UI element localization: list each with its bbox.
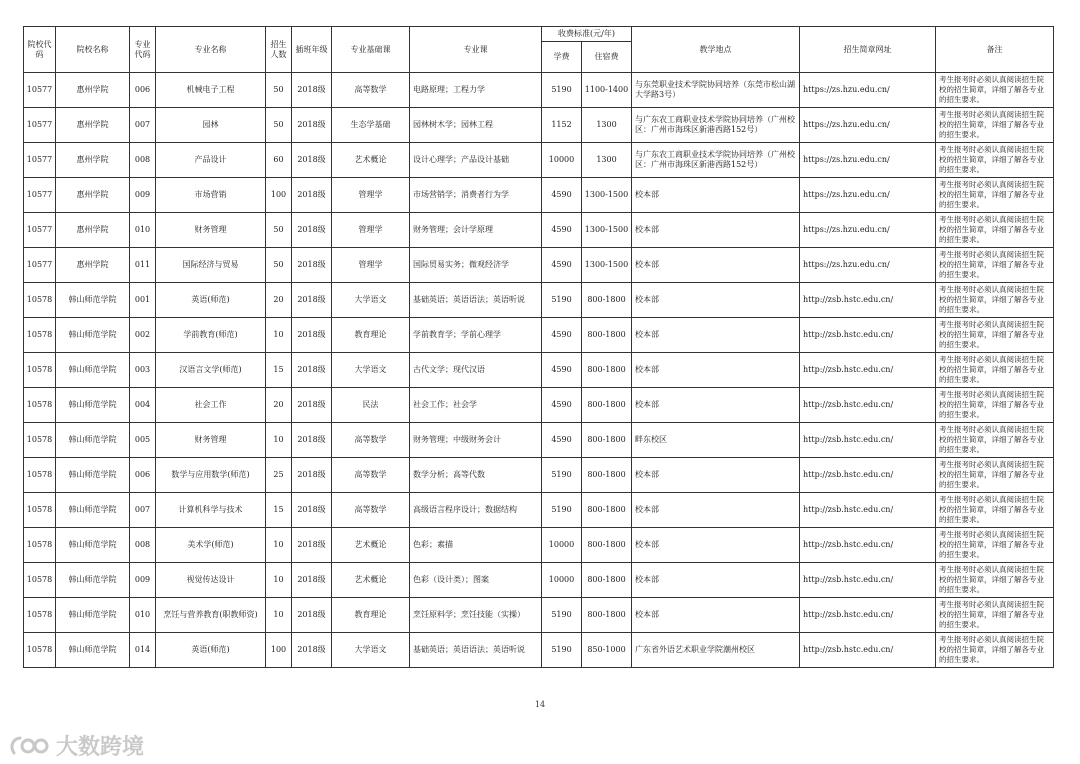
quota-cell: 10 — [266, 318, 292, 353]
location-cell: 校本部 — [632, 563, 800, 598]
remark-cell: 考生报考时必须认真阅读招生院校的招生简章，详细了解各专业的招生要求。 — [936, 353, 1054, 388]
table-row — [24, 108, 1054, 143]
major-name-cell: 计算机科学与技术 — [156, 493, 266, 528]
major-code-cell: 008 — [130, 528, 156, 563]
table-row — [24, 563, 1054, 598]
quota-cell: 100 — [266, 178, 292, 213]
table-row — [24, 423, 1054, 458]
dorm-fee-cell: 800-1800 — [582, 563, 632, 598]
table-row — [24, 353, 1054, 388]
major-code-cell: 007 — [130, 493, 156, 528]
grade-cell: 2018级 — [292, 493, 332, 528]
tuition-cell: 5190 — [542, 493, 582, 528]
school-code-cell: 10578 — [24, 633, 56, 668]
remark-cell: 考生报考时必须认真阅读招生院校的招生简章，详细了解各专业的招生要求。 — [936, 143, 1054, 178]
table-row — [24, 178, 1054, 213]
location-cell: 与广东农工商职业技术学院协同培养（广州校区：广州市海珠区新港西路152号） — [632, 108, 800, 143]
dorm-fee-cell: 800-1800 — [582, 283, 632, 318]
admission-url-cell: http://zsb.hstc.edu.cn/ — [800, 528, 936, 563]
quota-cell: 10 — [266, 563, 292, 598]
watermark — [8, 730, 144, 761]
admission-url-cell: http://zsb.hstc.edu.cn/ — [800, 563, 936, 598]
quota-cell: 15 — [266, 493, 292, 528]
admission-url-cell: http://zsb.hstc.edu.cn/ — [800, 598, 936, 633]
tuition-cell: 5190 — [542, 73, 582, 108]
remark-cell: 考生报考时必须认真阅读招生院校的招生简章，详细了解各专业的招生要求。 — [936, 528, 1054, 563]
table-row — [24, 528, 1054, 563]
school-name-cell: 惠州学院 — [56, 213, 130, 248]
admission-url-cell: https://zs.hzu.edu.cn/ — [800, 143, 936, 178]
base-course-cell: 艺术概论 — [332, 563, 410, 598]
tuition-cell: 5190 — [542, 633, 582, 668]
admission-url-cell: http://zsb.hstc.edu.cn/ — [800, 318, 936, 353]
admission-url-cell: http://zsb.hstc.edu.cn/ — [800, 493, 936, 528]
location-cell: 校本部 — [632, 213, 800, 248]
grade-cell: 2018级 — [292, 178, 332, 213]
grade-cell: 2018级 — [292, 143, 332, 178]
header-tuition: 学费 — [542, 42, 582, 73]
major-code-cell: 014 — [130, 633, 156, 668]
header-major-course: 专业课 — [410, 27, 542, 73]
remark-cell: 考生报考时必须认真阅读招生院校的招生简章，详细了解各专业的招生要求。 — [936, 318, 1054, 353]
remark-cell: 考生报考时必须认真阅读招生院校的招生简章，详细了解各专业的招生要求。 — [936, 283, 1054, 318]
school-code-cell: 10577 — [24, 248, 56, 283]
tuition-cell: 4590 — [542, 353, 582, 388]
major-code-cell: 008 — [130, 143, 156, 178]
school-code-cell: 10578 — [24, 598, 56, 633]
quota-cell: 10 — [266, 528, 292, 563]
header-code: 院校代码 — [24, 27, 56, 73]
table-row — [24, 318, 1054, 353]
location-cell: 校本部 — [632, 528, 800, 563]
table-row — [24, 248, 1054, 283]
major-course-cell: 古代文学；现代汉语 — [410, 353, 542, 388]
dorm-fee-cell: 800-1800 — [582, 528, 632, 563]
base-course-cell: 艺术概论 — [332, 528, 410, 563]
major-code-cell: 010 — [130, 598, 156, 633]
school-code-cell: 10578 — [24, 283, 56, 318]
header-remark: 备注 — [936, 27, 1054, 73]
admission-url-cell: https://zs.hzu.edu.cn/ — [800, 178, 936, 213]
page-number: 14 — [534, 700, 546, 709]
major-name-cell: 社会工作 — [156, 388, 266, 423]
grade-cell: 2018级 — [292, 213, 332, 248]
tuition-cell: 5190 — [542, 458, 582, 493]
tuition-cell: 4590 — [542, 388, 582, 423]
base-course-cell: 管理学 — [332, 213, 410, 248]
major-name-cell: 美术学(师范) — [156, 528, 266, 563]
major-name-cell: 汉语言文学(师范) — [156, 353, 266, 388]
grade-cell: 2018级 — [292, 423, 332, 458]
major-name-cell: 园林 — [156, 108, 266, 143]
tuition-cell: 1152 — [542, 108, 582, 143]
base-course-cell: 民法 — [332, 388, 410, 423]
dorm-fee-cell: 1100-1400 — [582, 73, 632, 108]
remark-cell: 考生报考时必须认真阅读招生院校的招生简章，详细了解各专业的招生要求。 — [936, 458, 1054, 493]
tuition-cell: 4590 — [542, 213, 582, 248]
grade-cell: 2018级 — [292, 598, 332, 633]
quota-cell: 10 — [266, 598, 292, 633]
major-code-cell: 009 — [130, 178, 156, 213]
grade-cell: 2018级 — [292, 108, 332, 143]
major-code-cell: 010 — [130, 213, 156, 248]
major-course-cell: 色彩（设计类）；图案 — [410, 563, 542, 598]
school-code-cell: 10578 — [24, 353, 56, 388]
dorm-fee-cell: 800-1800 — [582, 423, 632, 458]
base-course-cell: 高等数学 — [332, 73, 410, 108]
base-course-cell: 教育理论 — [332, 318, 410, 353]
header-name: 院校名称 — [56, 27, 130, 73]
grade-cell: 2018级 — [292, 73, 332, 108]
major-name-cell: 学前教育(师范) — [156, 318, 266, 353]
remark-cell: 考生报考时必须认真阅读招生院校的招生简章，详细了解各专业的招生要求。 — [936, 633, 1054, 668]
major-name-cell: 市场营销 — [156, 178, 266, 213]
quota-cell: 20 — [266, 283, 292, 318]
major-name-cell: 视觉传达设计 — [156, 563, 266, 598]
location-cell: 校本部 — [632, 598, 800, 633]
location-cell: 校本部 — [632, 178, 800, 213]
school-code-cell: 10578 — [24, 528, 56, 563]
tuition-cell: 4590 — [542, 178, 582, 213]
tuition-cell: 4590 — [542, 248, 582, 283]
remark-cell: 考生报考时必须认真阅读招生院校的招生简章，详细了解各专业的招生要求。 — [936, 248, 1054, 283]
school-name-cell: 惠州学院 — [56, 178, 130, 213]
school-code-cell: 10578 — [24, 318, 56, 353]
major-course-cell: 烹饪原料学；烹饪技能（实操） — [410, 598, 542, 633]
school-name-cell: 韩山师范学院 — [56, 493, 130, 528]
watermark-text: 大数跨境 — [56, 735, 145, 760]
header-quota: 招生人数 — [266, 27, 292, 73]
major-name-cell: 机械电子工程 — [156, 73, 266, 108]
location-cell: 与东莞职业技术学院协同培养（东莞市松山湖大学路3号） — [632, 73, 800, 108]
school-code-cell: 10578 — [24, 563, 56, 598]
school-code-cell: 10577 — [24, 213, 56, 248]
table-row — [24, 283, 1054, 318]
major-code-cell: 006 — [130, 73, 156, 108]
major-course-cell: 市场营销学；消费者行为学 — [410, 178, 542, 213]
header-base-course: 专业基础课 — [332, 27, 410, 73]
base-course-cell: 生态学基础 — [332, 108, 410, 143]
major-course-cell: 基础英语；英语语法；英语听说 — [410, 283, 542, 318]
major-name-cell: 产品设计 — [156, 143, 266, 178]
quota-cell: 50 — [266, 213, 292, 248]
major-course-cell: 基础英语；英语语法；英语听说 — [410, 633, 542, 668]
grade-cell: 2018级 — [292, 458, 332, 493]
remark-cell: 考生报考时必须认真阅读招生院校的招生简章，详细了解各专业的招生要求。 — [936, 108, 1054, 143]
table-row — [24, 598, 1054, 633]
admission-url-cell: http://zsb.hstc.edu.cn/ — [800, 633, 936, 668]
quota-cell: 50 — [266, 73, 292, 108]
location-cell: 校本部 — [632, 353, 800, 388]
school-code-cell: 10578 — [24, 493, 56, 528]
dorm-fee-cell: 1300 — [582, 143, 632, 178]
grade-cell: 2018级 — [292, 563, 332, 598]
table-row — [24, 633, 1054, 668]
school-code-cell: 10578 — [24, 388, 56, 423]
school-name-cell: 韩山师范学院 — [56, 528, 130, 563]
dorm-fee-cell: 1300-1500 — [582, 248, 632, 283]
dorm-fee-cell: 800-1800 — [582, 458, 632, 493]
base-course-cell: 教育理论 — [332, 598, 410, 633]
remark-cell: 考生报考时必须认真阅读招生院校的招生简章，详细了解各专业的招生要求。 — [936, 563, 1054, 598]
major-course-cell: 设计心理学；产品设计基础 — [410, 143, 542, 178]
major-code-cell: 001 — [130, 283, 156, 318]
school-code-cell: 10577 — [24, 108, 56, 143]
admission-url-cell: http://zsb.hstc.edu.cn/ — [800, 353, 936, 388]
location-cell: 校本部 — [632, 493, 800, 528]
remark-cell: 考生报考时必须认真阅读招生院校的招生简章，详细了解各专业的招生要求。 — [936, 213, 1054, 248]
header-url: 招生简章网址 — [800, 27, 936, 73]
school-name-cell: 韩山师范学院 — [56, 563, 130, 598]
location-cell: 校本部 — [632, 388, 800, 423]
grade-cell: 2018级 — [292, 528, 332, 563]
school-name-cell: 韩山师范学院 — [56, 318, 130, 353]
major-course-cell: 数学分析；高等代数 — [410, 458, 542, 493]
tuition-cell: 10000 — [542, 528, 582, 563]
location-cell: 畔东校区 — [632, 423, 800, 458]
school-name-cell: 惠州学院 — [56, 73, 130, 108]
dorm-fee-cell: 1300-1500 — [582, 213, 632, 248]
admission-url-cell: https://zs.hzu.edu.cn/ — [800, 73, 936, 108]
remark-cell: 考生报考时必须认真阅读招生院校的招生简章，详细了解各专业的招生要求。 — [936, 493, 1054, 528]
remark-cell: 考生报考时必须认真阅读招生院校的招生简章，详细了解各专业的招生要求。 — [936, 178, 1054, 213]
major-course-cell: 电路原理；工程力学 — [410, 73, 542, 108]
header-grade: 插班年级 — [292, 27, 332, 73]
school-name-cell: 惠州学院 — [56, 143, 130, 178]
major-name-cell: 国际经济与贸易 — [156, 248, 266, 283]
school-name-cell: 韩山师范学院 — [56, 388, 130, 423]
location-cell: 广东省外语艺术职业学院潮州校区 — [632, 633, 800, 668]
remark-cell: 考生报考时必须认真阅读招生院校的招生简章，详细了解各专业的招生要求。 — [936, 423, 1054, 458]
major-code-cell: 011 — [130, 248, 156, 283]
quota-cell: 50 — [266, 108, 292, 143]
major-name-cell: 英语(师范) — [156, 633, 266, 668]
tuition-cell: 5190 — [542, 283, 582, 318]
dorm-fee-cell: 800-1800 — [582, 353, 632, 388]
header-dorm: 住宿费 — [582, 42, 632, 73]
major-course-cell: 国际贸易实务；微观经济学 — [410, 248, 542, 283]
school-name-cell: 韩山师范学院 — [56, 598, 130, 633]
tuition-cell: 10000 — [542, 563, 582, 598]
school-name-cell: 韩山师范学院 — [56, 353, 130, 388]
major-course-cell: 高级语言程序设计；数据结构 — [410, 493, 542, 528]
major-code-cell: 002 — [130, 318, 156, 353]
school-name-cell: 韩山师范学院 — [56, 633, 130, 668]
admission-url-cell: http://zsb.hstc.edu.cn/ — [800, 388, 936, 423]
school-code-cell: 10577 — [24, 143, 56, 178]
location-cell: 校本部 — [632, 248, 800, 283]
base-course-cell: 管理学 — [332, 178, 410, 213]
table-row — [24, 213, 1054, 248]
admission-url-cell: http://zsb.hstc.edu.cn/ — [800, 423, 936, 458]
quota-cell: 25 — [266, 458, 292, 493]
major-code-cell: 006 — [130, 458, 156, 493]
tuition-cell: 5190 — [542, 598, 582, 633]
quota-cell: 10 — [266, 423, 292, 458]
admission-url-cell: https://zs.hzu.edu.cn/ — [800, 248, 936, 283]
dorm-fee-cell: 800-1800 — [582, 318, 632, 353]
watermark-logo-icon — [8, 733, 52, 759]
major-course-cell: 社会工作；社会学 — [410, 388, 542, 423]
admission-url-cell: http://zsb.hstc.edu.cn/ — [800, 458, 936, 493]
location-cell: 校本部 — [632, 283, 800, 318]
dorm-fee-cell: 850-1000 — [582, 633, 632, 668]
remark-cell: 考生报考时必须认真阅读招生院校的招生简章，详细了解各专业的招生要求。 — [936, 73, 1054, 108]
tuition-cell: 10000 — [542, 143, 582, 178]
base-course-cell: 大学语文 — [332, 633, 410, 668]
table-row — [24, 143, 1054, 178]
major-code-cell: 004 — [130, 388, 156, 423]
grade-cell: 2018级 — [292, 633, 332, 668]
admission-url-cell: http://zsb.hstc.edu.cn/ — [800, 283, 936, 318]
admission-url-cell: https://zs.hzu.edu.cn/ — [800, 213, 936, 248]
dorm-fee-cell: 800-1800 — [582, 598, 632, 633]
school-code-cell: 10577 — [24, 73, 56, 108]
major-name-cell: 财务管理 — [156, 213, 266, 248]
major-code-cell: 005 — [130, 423, 156, 458]
major-code-cell: 003 — [130, 353, 156, 388]
base-course-cell: 高等数学 — [332, 493, 410, 528]
header-fee-group: 收费标准(元/年) — [542, 27, 632, 42]
school-name-cell: 惠州学院 — [56, 248, 130, 283]
base-course-cell: 大学语文 — [332, 283, 410, 318]
header-major-name: 专业名称 — [156, 27, 266, 73]
quota-cell: 100 — [266, 633, 292, 668]
grade-cell: 2018级 — [292, 318, 332, 353]
school-code-cell: 10577 — [24, 178, 56, 213]
quota-cell: 20 — [266, 388, 292, 423]
table-row — [24, 388, 1054, 423]
dorm-fee-cell: 1300-1500 — [582, 178, 632, 213]
major-course-cell: 学前教育学；学前心理学 — [410, 318, 542, 353]
major-name-cell: 烹饪与营养教育(职教师资) — [156, 598, 266, 633]
major-course-cell: 色彩；素描 — [410, 528, 542, 563]
header-major-code: 专业代码 — [130, 27, 156, 73]
location-cell: 校本部 — [632, 318, 800, 353]
quota-cell: 50 — [266, 248, 292, 283]
location-cell: 与广东农工商职业技术学院协同培养（广州校区：广州市海珠区新港西路152号） — [632, 143, 800, 178]
school-name-cell: 韩山师范学院 — [56, 283, 130, 318]
admission-table-page — [23, 26, 1053, 668]
major-course-cell: 财务管理；中级财务会计 — [410, 423, 542, 458]
grade-cell: 2018级 — [292, 283, 332, 318]
tuition-cell: 4590 — [542, 318, 582, 353]
grade-cell: 2018级 — [292, 388, 332, 423]
school-code-cell: 10578 — [24, 423, 56, 458]
dorm-fee-cell: 800-1800 — [582, 493, 632, 528]
remark-cell: 考生报考时必须认真阅读招生院校的招生简章，详细了解各专业的招生要求。 — [936, 388, 1054, 423]
location-cell: 校本部 — [632, 458, 800, 493]
table-row — [24, 458, 1054, 493]
dorm-fee-cell: 800-1800 — [582, 388, 632, 423]
base-course-cell: 高等数学 — [332, 458, 410, 493]
quota-cell: 15 — [266, 353, 292, 388]
school-name-cell: 韩山师范学院 — [56, 423, 130, 458]
dorm-fee-cell: 1300 — [582, 108, 632, 143]
header-location: 教学地点 — [632, 27, 800, 73]
base-course-cell: 管理学 — [332, 248, 410, 283]
admission-url-cell: https://zs.hzu.edu.cn/ — [800, 108, 936, 143]
major-course-cell: 园林树木学；园林工程 — [410, 108, 542, 143]
major-name-cell: 财务管理 — [156, 423, 266, 458]
quota-cell: 60 — [266, 143, 292, 178]
major-course-cell: 财务管理；会计学原理 — [410, 213, 542, 248]
grade-cell: 2018级 — [292, 248, 332, 283]
base-course-cell: 艺术概论 — [332, 143, 410, 178]
table-row — [24, 493, 1054, 528]
major-code-cell: 007 — [130, 108, 156, 143]
table-row — [24, 73, 1054, 108]
tuition-cell: 4590 — [542, 423, 582, 458]
grade-cell: 2018级 — [292, 353, 332, 388]
school-name-cell: 惠州学院 — [56, 108, 130, 143]
base-course-cell: 高等数学 — [332, 423, 410, 458]
admission-table — [23, 26, 1054, 668]
remark-cell: 考生报考时必须认真阅读招生院校的招生简章，详细了解各专业的招生要求。 — [936, 598, 1054, 633]
major-code-cell: 009 — [130, 563, 156, 598]
major-name-cell: 数学与应用数学(师范) — [156, 458, 266, 493]
school-code-cell: 10578 — [24, 458, 56, 493]
school-name-cell: 韩山师范学院 — [56, 458, 130, 493]
base-course-cell: 大学语文 — [332, 353, 410, 388]
major-name-cell: 英语(师范) — [156, 283, 266, 318]
